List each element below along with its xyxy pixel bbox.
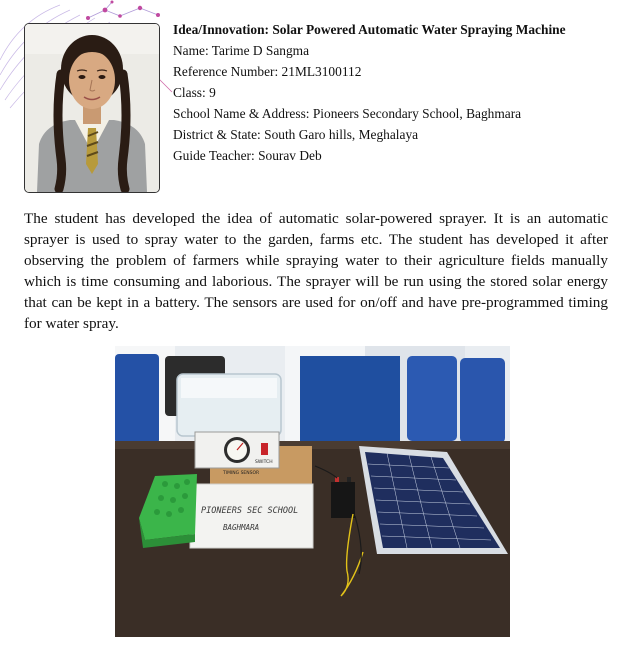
switch-label: SWITCH [255, 460, 273, 465]
student-class: Class: 9 [173, 85, 216, 101]
timing-sensor-label: TIMING SENSOR [223, 471, 260, 476]
sign-text-line2: BAGHMARA [223, 523, 260, 532]
guide-teacher: Guide Teacher: Sourav Deb [173, 148, 322, 164]
project-photo [115, 346, 510, 637]
reference-number: Reference Number: 21ML3100112 [173, 64, 362, 80]
student-photo [24, 23, 160, 193]
student-name: Name: Tarime D Sangma [173, 43, 310, 58]
sign-text-line1: PIONEERS SEC SCHOOL [201, 506, 299, 516]
student-info [173, 23, 613, 171]
project-description: The student has developed the idea of automatic solar-powered sprayer. It is an automatic sprayer is used to spray water to the garden, farms etc. The student has developed it after observing the problem of farmers while spraying water to their agriculture fields manually which is time consuming and laborious. The sprayer will be run using the stored solar energy that can be kept in a battery. The sensors are used for on/off and have pre-programmed timing for water spray. [24, 210, 608, 332]
school-name-address: School Name & Address: Pioneers Secondary School, Baghmara [173, 106, 522, 122]
innovation-title: Idea/Innovation: Solar Powered Automatic Water Spraying Machine [173, 22, 566, 37]
district-state: District & State: South Garo hills, Meghalaya [173, 127, 419, 143]
